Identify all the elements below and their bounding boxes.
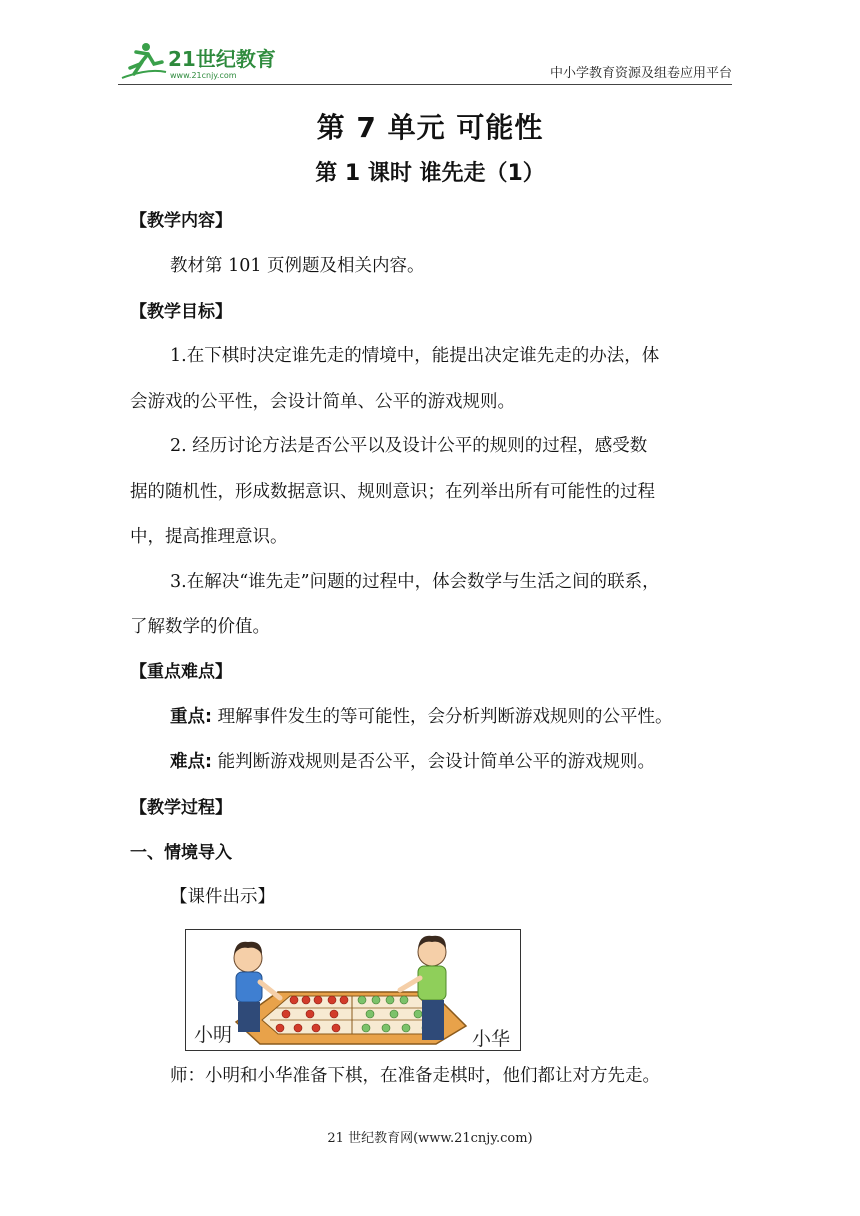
logo-text: 21世纪教育 — [168, 47, 276, 71]
header-divider — [118, 84, 732, 85]
section-heading-content: 【教学内容】 — [130, 211, 232, 231]
label-xiaoming: 小明 — [194, 1024, 233, 1046]
logo-url: www.21cnjy.com — [170, 71, 237, 80]
page-header — [118, 38, 732, 84]
goal-3-line-2: 了解数学的价值。 — [130, 617, 270, 637]
part-1-heading: 一、情境导入 — [130, 843, 232, 863]
chess-illustration — [185, 929, 521, 1051]
key-point-label: 重点: — [170, 707, 212, 727]
goal-2-line-3: 中，提高推理意识。 — [130, 527, 288, 547]
courseware-label: 【课件出示】 — [170, 887, 275, 907]
page-title: 第 7 单元 可能性 — [316, 111, 544, 144]
difficult-point-label: 难点: — [170, 752, 212, 772]
logo — [118, 38, 288, 84]
section-heading-goals: 【教学目标】 — [130, 302, 232, 322]
goal-2-line-1: 2. 经历讨论方法是否公平以及设计公平的规则的过程，感受数 — [170, 436, 648, 456]
platform-text: 中小学教育资源及组卷应用平台 — [549, 66, 732, 81]
key-point — [170, 703, 673, 728]
teacher-line: 师：小明和小华准备下棋，在准备走棋时，他们都让对方先走。 — [170, 1066, 660, 1086]
goal-1-line-1: 1.在下棋时决定谁先走的情境中，能提出决定谁先走的办法，体 — [170, 346, 660, 366]
label-xiaohua: 小华 — [472, 1028, 511, 1050]
content-text: 教材第 101 页例题及相关内容。 — [170, 256, 425, 276]
difficult-point — [170, 748, 655, 773]
section-heading-key-points: 【重点难点】 — [130, 662, 232, 682]
goal-1-line-2: 会游戏的公平性，会设计简单、公平的游戏规则。 — [130, 392, 515, 412]
lesson-subtitle: 第 1 课时 谁先走（1） — [315, 161, 545, 186]
goal-2-line-2: 据的随机性，形成数据意识、规则意识；在列举出所有可能性的过程 — [130, 482, 655, 502]
difficult-point-text: 能判断游戏规则是否公平，会设计简单公平的游戏规则。 — [212, 752, 656, 772]
goal-3-line-1: 3.在解决“谁先走”问题的过程中，体会数学与生活之间的联系， — [170, 572, 660, 592]
chess-scene — [186, 930, 520, 1050]
key-point-text: 理解事件发生的等可能性，会分析判断游戏规则的公平性。 — [212, 707, 673, 727]
page-footer: 21 世纪教育网(www.21cnjy.com) — [327, 1131, 533, 1146]
section-heading-process: 【教学过程】 — [130, 798, 232, 818]
